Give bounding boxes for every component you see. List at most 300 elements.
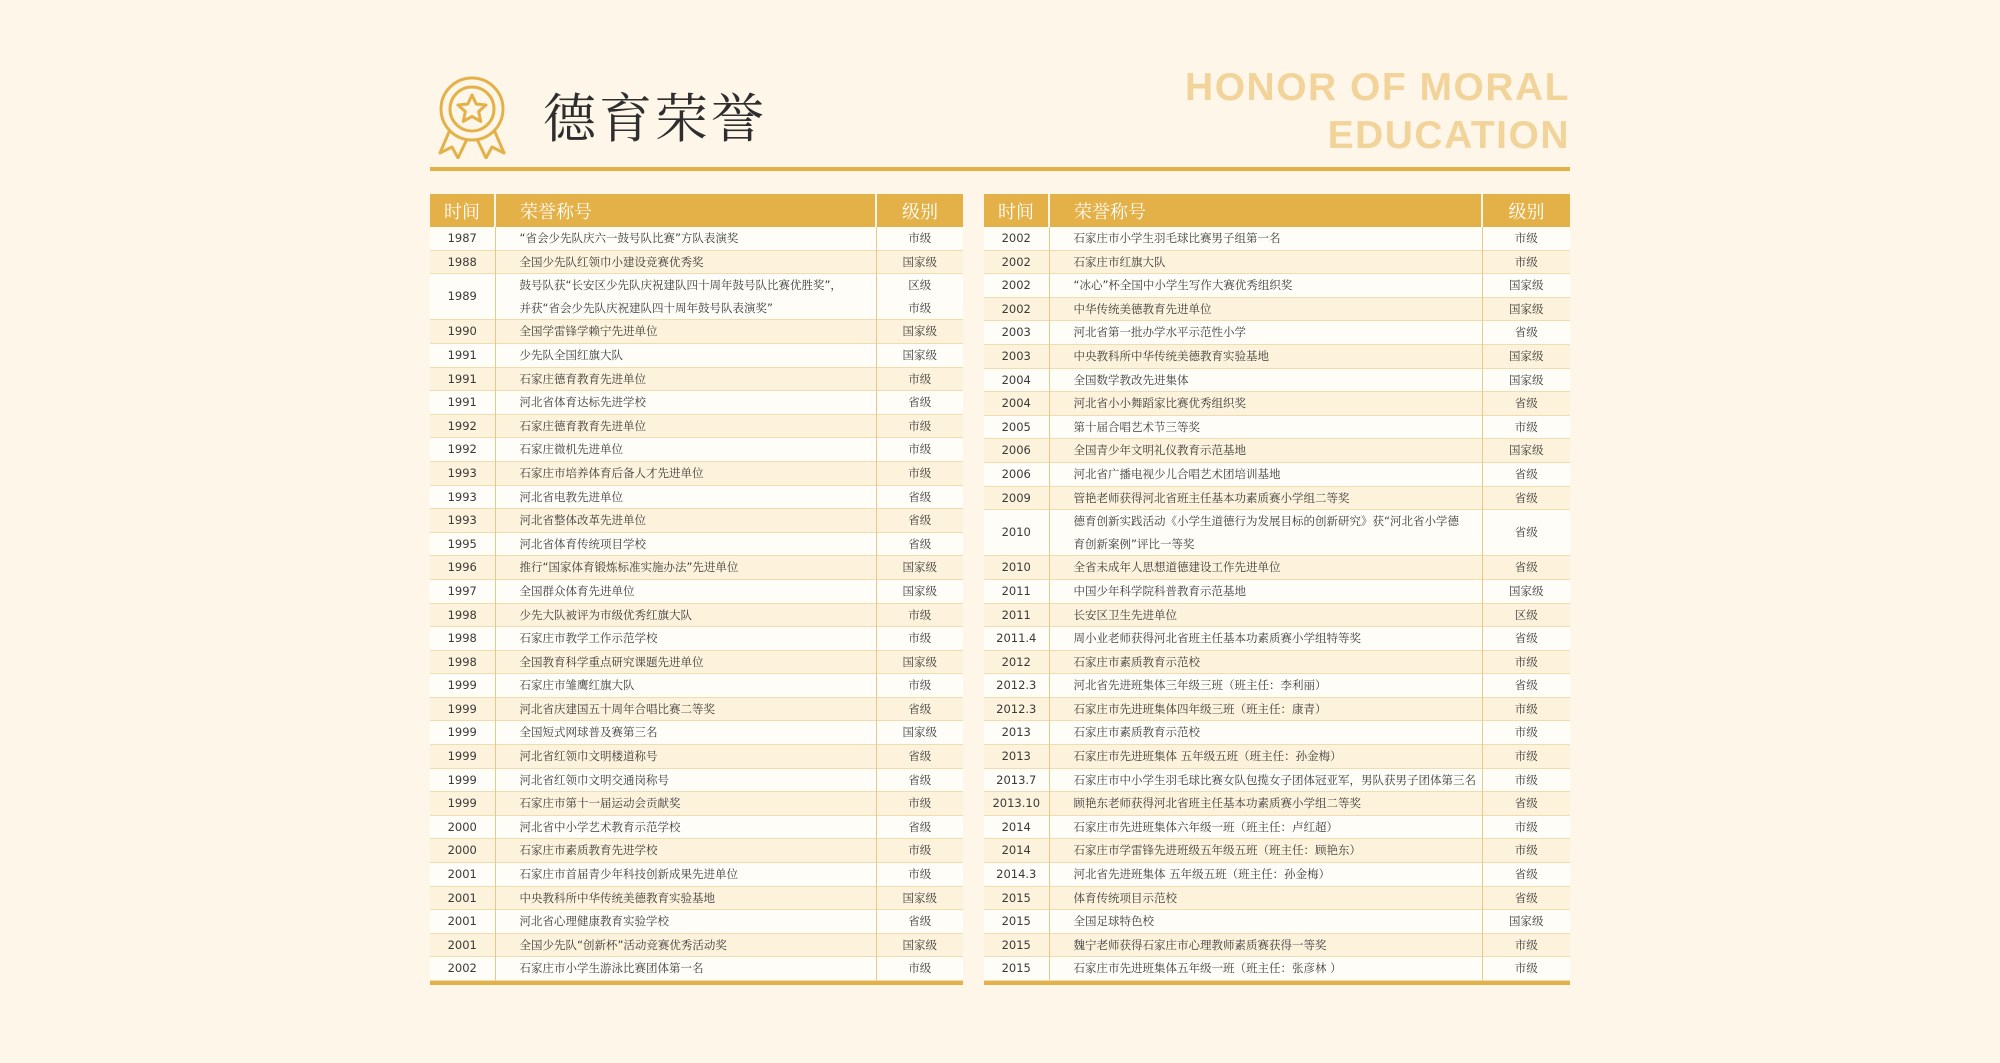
cell-year: 2014 <box>984 815 1049 839</box>
honor-name-line: 河北省整体改革先进单位 <box>519 513 646 528</box>
cell-honor-name <box>495 815 876 839</box>
level-line: 市级 <box>908 678 932 693</box>
cell-honor-name <box>1049 297 1482 321</box>
honor-name-line: 全省未成年人思想道德建设工作先进单位 <box>1073 560 1281 575</box>
honor-name-line: 周小业老师获得河北省班主任基本功素质赛小学组特等奖 <box>1073 631 1361 646</box>
table-row <box>430 627 963 651</box>
honor-name-line: 石家庄市先进班集体 五年级五班（班主任：孙金梅） <box>1073 749 1342 764</box>
cell-year: 1998 <box>430 603 495 627</box>
cell-honor-name <box>1049 510 1482 556</box>
level-line: 省级 <box>1514 560 1538 575</box>
cell-honor-name <box>1049 392 1482 416</box>
cell-honor-name <box>495 367 876 391</box>
cell-honor-name <box>495 839 876 863</box>
cell-level <box>876 697 963 721</box>
level-line: 省级 <box>908 772 932 787</box>
table-bottom-rule <box>430 981 963 985</box>
cell-honor-name <box>495 768 876 792</box>
honor-name-line: 石家庄市教学工作示范学校 <box>519 631 658 646</box>
honor-name-line: 河北省红领巾文明交通岗称号 <box>519 772 669 787</box>
cell-year: 2013.10 <box>984 792 1049 816</box>
cell-year: 1991 <box>430 391 495 415</box>
cell-level <box>1482 227 1570 250</box>
cell-level <box>876 461 963 485</box>
honor-name-line: 石家庄市红旗大队 <box>1073 254 1166 269</box>
table-row <box>430 745 963 769</box>
level-line: 国家级 <box>902 890 937 905</box>
cell-level <box>876 815 963 839</box>
level-line: 省级 <box>1514 631 1538 646</box>
honor-name-line: 石家庄市学雷锋先进班级五年级五班（班主任：顾艳东） <box>1073 843 1361 858</box>
level-line: 市级 <box>1514 937 1538 952</box>
cell-year: 1991 <box>430 343 495 367</box>
cell-level <box>876 391 963 415</box>
cell-year: 2001 <box>430 863 495 887</box>
table-row <box>984 627 1570 651</box>
table-row <box>430 863 963 887</box>
cell-year: 2001 <box>430 933 495 957</box>
cell-year: 1996 <box>430 556 495 580</box>
table-row <box>430 768 963 792</box>
table-row <box>984 274 1570 298</box>
cell-honor-name <box>495 509 876 533</box>
column-header-year: 时间 <box>984 194 1049 227</box>
cell-year: 1992 <box>430 438 495 462</box>
cell-level <box>1482 650 1570 674</box>
level-line: 省级 <box>1514 796 1538 811</box>
level-line: 市级 <box>1514 419 1538 434</box>
cell-honor-name <box>1049 227 1482 250</box>
table-row <box>430 933 963 957</box>
cell-year: 1993 <box>430 509 495 533</box>
table-row <box>430 532 963 556</box>
level-line: 国家级 <box>1509 301 1544 316</box>
cell-year: 2013 <box>984 721 1049 745</box>
cell-honor-name <box>495 274 876 320</box>
column-header-level: 级别 <box>1482 194 1570 227</box>
honor-name-line: “冰心”杯全国中小学生写作大赛优秀组织奖 <box>1073 278 1293 293</box>
cell-honor-name <box>1049 462 1482 486</box>
table-row <box>430 509 963 533</box>
table-row <box>430 603 963 627</box>
level-line: 市级 <box>908 843 932 858</box>
cell-honor-name <box>495 957 876 981</box>
cell-year: 2011.4 <box>984 627 1049 651</box>
level-line: 省级 <box>908 914 932 929</box>
cell-honor-name <box>495 721 876 745</box>
column-header-name: 荣誉称号 <box>1049 194 1482 227</box>
level-line: 国家级 <box>1509 443 1544 458</box>
level-line: 市级 <box>908 442 932 457</box>
table-row <box>984 227 1570 250</box>
cell-year: 1991 <box>430 367 495 391</box>
level-line: 市级 <box>908 300 932 315</box>
honor-name-line: 全国短式网球普及赛第三名 <box>519 725 658 740</box>
honor-name-line: 全国青少年文明礼仪教育示范基地 <box>1073 443 1246 458</box>
level-line: 国家级 <box>902 324 937 339</box>
cell-year: 2004 <box>984 392 1049 416</box>
cell-level <box>1482 910 1570 934</box>
cell-level <box>876 485 963 509</box>
cell-year: 1997 <box>430 579 495 603</box>
table-row <box>430 674 963 698</box>
level-line: 区级 <box>1514 607 1538 622</box>
honor-name-line: 中央教科所中华传统美德教育实验基地 <box>519 890 715 905</box>
honor-name-line: 中国少年科学院科普教育示范基地 <box>1073 583 1246 598</box>
honor-name-line: 长安区卫生先进单位 <box>1073 607 1177 622</box>
honor-name-line: 育创新案例”评比一等奖 <box>1073 536 1195 551</box>
cell-year: 2012 <box>984 650 1049 674</box>
table-row <box>430 957 963 981</box>
cell-year: 2015 <box>984 886 1049 910</box>
honor-name-line: 河北省第一批办学水平示范性小学 <box>1073 325 1246 340</box>
honor-name-line: 魏宁老师获得石家庄市心理教师素质赛获得一等奖 <box>1073 937 1327 952</box>
cell-honor-name <box>1049 344 1482 368</box>
cell-year: 2002 <box>984 250 1049 274</box>
cell-honor-name <box>1049 486 1482 510</box>
level-line: 国家级 <box>902 937 937 952</box>
level-line: 省级 <box>908 536 932 551</box>
cell-level <box>876 343 963 367</box>
level-line: 国家级 <box>902 347 937 362</box>
table-row <box>430 250 963 274</box>
column-header-year: 时间 <box>430 194 495 227</box>
cell-level <box>1482 415 1570 439</box>
cell-level <box>1482 768 1570 792</box>
level-line: 省级 <box>908 489 932 504</box>
cell-honor-name <box>495 579 876 603</box>
cell-level <box>876 320 963 344</box>
cell-honor-name <box>1049 815 1482 839</box>
cell-level <box>876 933 963 957</box>
table-row <box>984 344 1570 368</box>
header-divider <box>430 167 1570 171</box>
cell-year: 2012.3 <box>984 674 1049 698</box>
table-row <box>984 957 1570 981</box>
cell-level <box>1482 721 1570 745</box>
cell-year: 1998 <box>430 650 495 674</box>
cell-honor-name <box>495 227 876 250</box>
level-line: 省级 <box>1514 325 1538 340</box>
honor-name-line: 石家庄市素质教育先进学校 <box>519 843 658 858</box>
honor-name-line: 河北省小小舞蹈家比赛优秀组织奖 <box>1073 396 1246 411</box>
cell-honor-name <box>1049 839 1482 863</box>
cell-level <box>1482 933 1570 957</box>
honor-name-line: 石家庄市小学生羽毛球比赛男子组第一名 <box>1073 231 1281 245</box>
title-en-line-1: HONOR OF MORAL <box>1185 66 1570 109</box>
cell-level <box>876 509 963 533</box>
table-row <box>430 650 963 674</box>
cell-level <box>876 839 963 863</box>
honor-name-line: 全国少先队“创新杯”活动竞赛优秀活动奖 <box>519 937 727 952</box>
medal-star-icon <box>430 73 514 159</box>
honor-name-line: 河北省心理健康教育实验学校 <box>519 914 669 929</box>
cell-year: 1988 <box>430 250 495 274</box>
cell-level <box>876 886 963 910</box>
cell-honor-name <box>495 627 876 651</box>
cell-honor-name <box>495 485 876 509</box>
cell-honor-name <box>495 863 876 887</box>
honor-name-line: 河北省红领巾文明楼道称号 <box>519 749 658 764</box>
level-line: 省级 <box>1514 490 1538 505</box>
table-row <box>984 368 1570 392</box>
table-row <box>430 839 963 863</box>
table-row <box>984 603 1570 627</box>
level-line: 国家级 <box>902 560 937 575</box>
cell-year: 1992 <box>430 414 495 438</box>
cell-year: 1999 <box>430 745 495 769</box>
cell-level <box>876 768 963 792</box>
cell-honor-name <box>495 792 876 816</box>
table-row <box>984 910 1570 934</box>
honor-name-line: 石家庄市素质教育示范校 <box>1073 654 1200 669</box>
cell-year: 2011 <box>984 603 1049 627</box>
cell-year: 1995 <box>430 532 495 556</box>
cell-year: 1989 <box>430 274 495 320</box>
cell-level <box>876 438 963 462</box>
honors-table-left <box>430 194 963 985</box>
cell-year: 2010 <box>984 556 1049 580</box>
table-row <box>430 461 963 485</box>
honor-name-line: 石家庄市先进班集体四年级三班（班主任：康青） <box>1073 701 1327 716</box>
level-line: 市级 <box>908 231 932 245</box>
honor-name-line: “省会少先队庆六一鼓号队比赛”方队表演奖 <box>519 231 739 245</box>
table-row <box>984 439 1570 463</box>
cell-year: 1998 <box>430 627 495 651</box>
table-row <box>430 792 963 816</box>
honor-name-line: 并获“省会少先队庆祝建队四十周年鼓号队表演奖” <box>519 300 773 315</box>
table-row <box>984 415 1570 439</box>
level-line: 市级 <box>908 418 932 433</box>
honor-name-line: 全国少先队红领巾小建设竞赛优秀奖 <box>519 254 704 269</box>
level-line: 国家级 <box>902 254 937 269</box>
cell-year: 1999 <box>430 721 495 745</box>
cell-level <box>1482 745 1570 769</box>
honor-name-line: 第十届合唱艺术节三等奖 <box>1073 419 1200 434</box>
table-row <box>984 697 1570 721</box>
level-line: 省级 <box>1514 867 1538 882</box>
table-row <box>984 792 1570 816</box>
table-row <box>984 768 1570 792</box>
cell-year: 2015 <box>984 910 1049 934</box>
level-line: 国家级 <box>902 583 937 598</box>
honor-name-line: 鼓号队获“长安区少先队庆祝建队四十周年鼓号队比赛优胜奖”， <box>519 278 842 293</box>
level-line: 国家级 <box>1509 914 1544 929</box>
level-line: 市级 <box>1514 819 1538 834</box>
cell-level <box>876 414 963 438</box>
cell-honor-name <box>1049 274 1482 298</box>
cell-year: 1993 <box>430 485 495 509</box>
cell-honor-name <box>495 438 876 462</box>
honor-name-line: 全国学雷锋学赖宁先进单位 <box>519 324 658 339</box>
table-row <box>430 697 963 721</box>
level-line: 省级 <box>908 819 932 834</box>
cell-level <box>876 910 963 934</box>
page-header <box>430 66 1570 170</box>
cell-honor-name <box>1049 886 1482 910</box>
cell-year: 2015 <box>984 933 1049 957</box>
honor-name-line: 全国教育科学重点研究课题先进单位 <box>519 654 704 669</box>
cell-level <box>876 674 963 698</box>
cell-level <box>1482 556 1570 580</box>
cell-honor-name <box>1049 439 1482 463</box>
honor-name-line: 河北省先进班集体三年级三班（班主任：李利丽） <box>1073 678 1327 693</box>
cell-year: 2003 <box>984 321 1049 345</box>
honor-name-line: 河北省体育传统项目学校 <box>519 536 646 551</box>
honor-name-line: 少先大队被评为市级优秀红旗大队 <box>519 607 692 622</box>
table-row <box>984 250 1570 274</box>
honor-name-line: 河北省庆建国五十周年合唱比赛二等奖 <box>519 701 715 716</box>
cell-honor-name <box>1049 250 1482 274</box>
table-row <box>430 227 963 250</box>
cell-year: 2014.3 <box>984 863 1049 887</box>
cell-level <box>1482 297 1570 321</box>
level-line: 省级 <box>908 395 932 410</box>
cell-honor-name <box>1049 768 1482 792</box>
cell-honor-name <box>1049 792 1482 816</box>
cell-level <box>876 650 963 674</box>
table-row <box>984 486 1570 510</box>
honor-name-line: 石家庄市先进班集体六年级一班（班主任：卢红超） <box>1073 819 1338 834</box>
cell-honor-name <box>1049 650 1482 674</box>
level-line: 国家级 <box>902 725 937 740</box>
table-row <box>430 886 963 910</box>
level-line: 市级 <box>1514 725 1538 740</box>
cell-level <box>1482 674 1570 698</box>
cell-level <box>1482 815 1570 839</box>
cell-level <box>1482 579 1570 603</box>
cell-level <box>1482 792 1570 816</box>
honor-name-line: 石家庄德育教育先进单位 <box>519 371 646 386</box>
level-line: 市级 <box>908 607 932 622</box>
honor-name-line: 少先队全国红旗大队 <box>519 347 623 362</box>
cell-year: 2000 <box>430 839 495 863</box>
table-row <box>984 392 1570 416</box>
table-row <box>430 414 963 438</box>
table-row <box>984 297 1570 321</box>
cell-year: 2014 <box>984 839 1049 863</box>
cell-year: 2002 <box>984 297 1049 321</box>
honor-name-line: 石家庄市培养体育后备人才先进单位 <box>519 465 704 480</box>
honor-name-line: 河北省电教先进单位 <box>519 489 623 504</box>
honor-name-line: 石家庄微机先进单位 <box>519 442 623 457</box>
level-line: 国家级 <box>1509 348 1544 363</box>
cell-level <box>876 957 963 981</box>
cell-honor-name <box>1049 697 1482 721</box>
cell-honor-name <box>1049 933 1482 957</box>
level-line: 市级 <box>908 371 932 386</box>
cell-level <box>876 627 963 651</box>
table-row <box>984 886 1570 910</box>
table-row <box>430 343 963 367</box>
table-row <box>430 910 963 934</box>
cell-year: 2001 <box>430 910 495 934</box>
table-row <box>984 933 1570 957</box>
column-header-level: 级别 <box>876 194 963 227</box>
level-line: 省级 <box>908 749 932 764</box>
honor-name-line: 德育创新实践活动《小学生道德行为发展目标的创新研究》获“河北省小学德 <box>1073 514 1459 529</box>
cell-honor-name <box>495 556 876 580</box>
level-line: 省级 <box>1514 525 1538 540</box>
honor-name-line: 石家庄市首届青少年科技创新成果先进单位 <box>519 867 738 882</box>
honor-name-line: 体育传统项目示范校 <box>1073 890 1177 905</box>
table-row <box>984 745 1570 769</box>
cell-honor-name <box>495 461 876 485</box>
level-line: 市级 <box>1514 254 1538 269</box>
cell-level <box>1482 603 1570 627</box>
cell-honor-name <box>495 910 876 934</box>
level-line: 市级 <box>908 867 932 882</box>
level-line: 市级 <box>908 961 932 976</box>
table-row <box>430 367 963 391</box>
cell-level <box>876 721 963 745</box>
table-row <box>984 579 1570 603</box>
honor-name-line: 河北省先进班集体 五年级五班（班主任：孙金梅） <box>1073 867 1331 882</box>
level-line: 国家级 <box>1509 278 1544 293</box>
cell-year: 1999 <box>430 768 495 792</box>
cell-honor-name <box>1049 863 1482 887</box>
table-row <box>430 391 963 415</box>
level-line: 市级 <box>1514 772 1538 787</box>
cell-year: 1999 <box>430 697 495 721</box>
honor-name-line: 全国数学教改先进集体 <box>1073 372 1189 387</box>
cell-honor-name <box>495 933 876 957</box>
level-line: 市级 <box>1514 231 1538 245</box>
cell-level <box>876 556 963 580</box>
column-header-name: 荣誉称号 <box>495 194 876 227</box>
level-line: 省级 <box>908 701 932 716</box>
cell-year: 1999 <box>430 674 495 698</box>
table-row <box>984 556 1570 580</box>
cell-level <box>876 745 963 769</box>
cell-level <box>1482 957 1570 981</box>
cell-level <box>876 274 963 320</box>
table-row <box>430 721 963 745</box>
page-title-english <box>1185 64 1570 160</box>
honor-name-line: 顾艳东老师获得河北省班主任基本功素质赛小学组二等奖 <box>1073 796 1361 811</box>
cell-honor-name <box>1049 368 1482 392</box>
cell-year: 2003 <box>984 344 1049 368</box>
cell-honor-name <box>495 603 876 627</box>
table-row <box>984 815 1570 839</box>
table-row <box>984 650 1570 674</box>
table-row <box>984 721 1570 745</box>
cell-level <box>876 250 963 274</box>
honors-table-right <box>984 194 1570 985</box>
cell-year: 2002 <box>984 227 1049 250</box>
cell-year: 2006 <box>984 439 1049 463</box>
table-row <box>430 556 963 580</box>
level-line: 区级 <box>908 278 932 293</box>
level-line: 市级 <box>1514 961 1538 976</box>
cell-honor-name <box>495 391 876 415</box>
table-row <box>430 274 963 320</box>
honor-name-line: 全国足球特色校 <box>1073 914 1154 929</box>
cell-honor-name <box>495 250 876 274</box>
cell-year: 2006 <box>984 462 1049 486</box>
honor-name-line: 石家庄市雏鹰红旗大队 <box>519 678 635 693</box>
table-row <box>984 674 1570 698</box>
table-row <box>430 815 963 839</box>
honor-name-line: 石家庄市第十一届运动会贡献奖 <box>519 796 681 811</box>
cell-honor-name <box>495 697 876 721</box>
cell-honor-name <box>1049 579 1482 603</box>
table-row <box>984 839 1570 863</box>
level-line: 国家级 <box>1509 583 1544 598</box>
level-line: 市级 <box>908 465 932 480</box>
level-line: 省级 <box>1514 466 1538 481</box>
level-line: 国家级 <box>902 654 937 669</box>
